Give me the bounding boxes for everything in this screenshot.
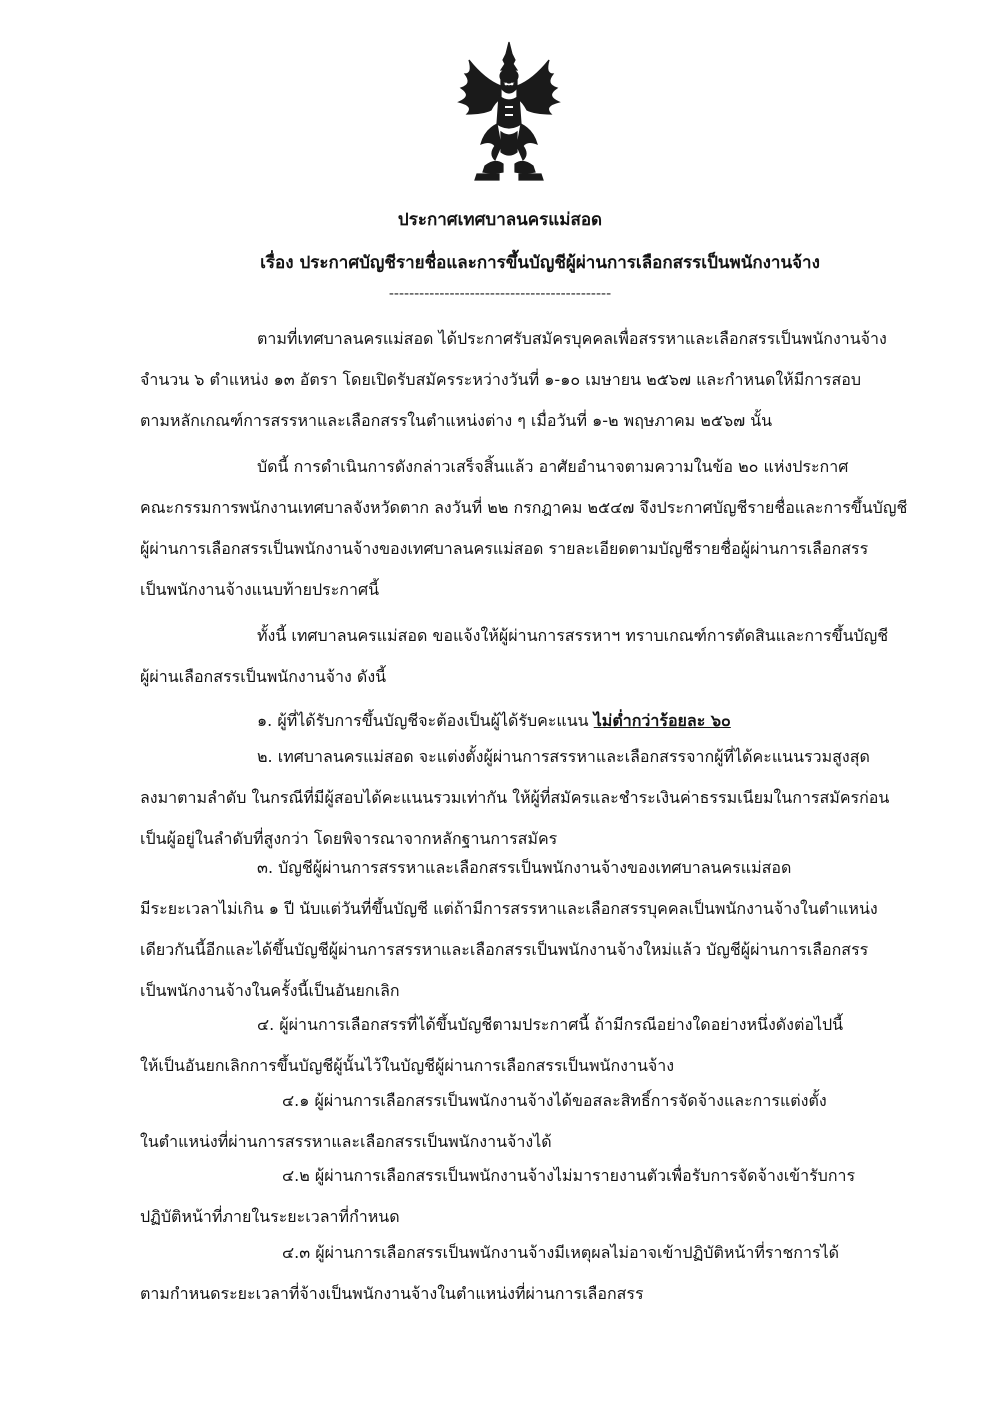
text-line: ๒. เทศบาลนครแม่สอด จะแต่งตั้งผู้ผ่านการสรรหาและเลือกสรรจากผู้ที่ได้คะแนนรวมสูงสุด: [257, 747, 870, 766]
text-line: [140, 700, 920, 741]
issuer-heading: ประกาศเทศบาลนครแม่สอด: [397, 210, 603, 230]
text-line: ๓. บัญชีผู้ผ่านการสรรหาและเลือกสรรเป็นพนักงานจ้างของเทศบาลนครแม่สอด: [257, 858, 792, 877]
text-line: มีระยะเวลาไม่เกิน ๑ ปี นับแต่วันที่ขึ้นบัญชี แต่ถ้ามีการสรรหาและเลือกสรรบุคคลเป็นพนักงานจ้างในตำแหน่ง: [140, 899, 878, 918]
separator-line: --------------------------------------------: [388, 286, 612, 302]
paragraph-3: [140, 615, 920, 697]
text-line: ผู้ผ่านการเลือกสรรเป็นพนักงานจ้างของเทศบาลนครแม่สอด รายละเอียดตามบัญชีรายชื่อผู้ผ่านการเลือกสรร: [140, 539, 869, 558]
item-4-1: [140, 1080, 920, 1162]
text-line: จำนวน ๖ ตำแหน่ง ๑๓ อัตรา โดยเปิดรับสมัครระหว่างวันที่ ๑-๑๐ เมษายน ๒๕๖๗ และกำหนดให้มีการสอบ: [140, 370, 862, 389]
text-line: ตามกำหนดระยะเวลาที่จ้างเป็นพนักงานจ้างในตำแหน่งที่ผ่านการเลือกสรร: [140, 1284, 644, 1303]
item-1-emphasis: ไม่ต่ำกว่าร้อยละ ๖๐: [593, 711, 731, 730]
text-line: เป็นพนักงานจ้างในครั้งนี้เป็นอันยกเลิก: [140, 981, 400, 1000]
text-line: ให้เป็นอันยกเลิกการขึ้นบัญชีผู้นั้นไว้ในบัญชีผู้ผ่านการเลือกสรรเป็นพนักงานจ้าง: [140, 1056, 675, 1075]
text-line: ๔.๒ ผู้ผ่านการเลือกสรรเป็นพนักงานจ้างไม่มารายงานตัวเพื่อรับการจัดจ้างเข้ารับการ: [282, 1166, 856, 1185]
subject-heading: เรื่อง ประกาศบัญชีรายชื่อและการขึ้นบัญชีผู้ผ่านการเลือกสรรเป็นพนักงานจ้าง: [260, 253, 820, 273]
text-line: ทั้งนี้ เทศบาลนครแม่สอด ขอแจ้งให้ผู้ผ่านการสรรหาฯ ทราบเกณฑ์การตัดสินและการขึ้นบัญชี: [257, 626, 889, 645]
text-line: ๔.๑ ผู้ผ่านการเลือกสรรเป็นพนักงานจ้างได้ขอสละสิทธิ์การจัดจ้างและการแต่งตั้ง: [282, 1091, 827, 1110]
text-line: คณะกรรมการพนักงานเทศบาลจังหวัดตาก ลงวันที่ ๒๒ กรกฎาคม ๒๕๔๗ จึงประกาศบัญชีรายชื่อและการขึ้นบัญชี: [140, 498, 908, 517]
text-line: ๔.๓ ผู้ผ่านการเลือกสรรเป็นพนักงานจ้างมีเหตุผลไม่อาจเข้าปฏิบัติหน้าที่ราชการได้: [282, 1243, 840, 1262]
text-line: ตามหลักเกณฑ์การสรรหาและเลือกสรรในตำแหน่งต่าง ๆ เมื่อวันที่ ๑-๒ พฤษภาคม ๒๕๖๗ นั้น: [140, 411, 773, 430]
text-line: บัดนี้ การดำเนินการดังกล่าวเสร็จสิ้นแล้ว อาศัยอำนาจตามความในข้อ ๒๐ แห่งประกาศ: [257, 457, 849, 476]
item-3: [140, 847, 920, 1011]
paragraph-2: [140, 446, 920, 610]
text-line: เป็นพนักงานจ้างแนบท้ายประกาศนี้: [140, 580, 380, 599]
item-1-text: ๑. ผู้ที่ได้รับการขึ้นบัญชีจะต้องเป็นผู้ได้รับคะแนน: [257, 711, 589, 730]
text-line: ๔. ผู้ผ่านการเลือกสรรที่ได้ขึ้นบัญชีตามประกาศนี้ ถ้ามีกรณีอย่างใดอย่างหนึ่งดังต่อไปนี้: [257, 1015, 844, 1034]
item-2: [140, 736, 920, 859]
item-4-2: [140, 1155, 920, 1237]
item-1: [140, 700, 920, 741]
item-4: [140, 1004, 920, 1086]
text-line: ผู้ผ่านเลือกสรรเป็นพนักงานจ้าง ดังนี้: [140, 667, 387, 686]
item-4-3: [140, 1232, 920, 1314]
paragraph-1: [140, 318, 920, 441]
text-line: ลงมาตามลำดับ ในกรณีที่มีผู้สอบได้คะแนนรวมเท่ากัน ให้ผู้ที่สมัครและชำระเงินค่าธรรมเนียมในการสมัครก่อน: [140, 788, 890, 807]
text-line: เป็นผู้อยู่ในลำดับที่สูงกว่า โดยพิจารณาจากหลักฐานการสมัคร: [140, 829, 558, 848]
text-line: ในตำแหน่งที่ผ่านการสรรหาและเลือกสรรเป็นพนักงานจ้างได้: [140, 1132, 552, 1151]
text-line: ตามที่เทศบาลนครแม่สอด ได้ประกาศรับสมัครบุคคลเพื่อสรรหาและเลือกสรรเป็นพนักงานจ้าง: [257, 329, 887, 348]
garuda-emblem-icon: [455, 40, 563, 185]
text-line: ปฏิบัติหน้าที่ภายในระยะเวลาที่กำหนด: [140, 1207, 400, 1226]
text-line: เดียวกันนี้อีกและได้ขึ้นบัญชีผู้ผ่านการสรรหาและเลือกสรรเป็นพนักงานจ้างใหม่แล้ว บัญชีผู้ผ่านการเลือกสรร: [140, 940, 869, 959]
